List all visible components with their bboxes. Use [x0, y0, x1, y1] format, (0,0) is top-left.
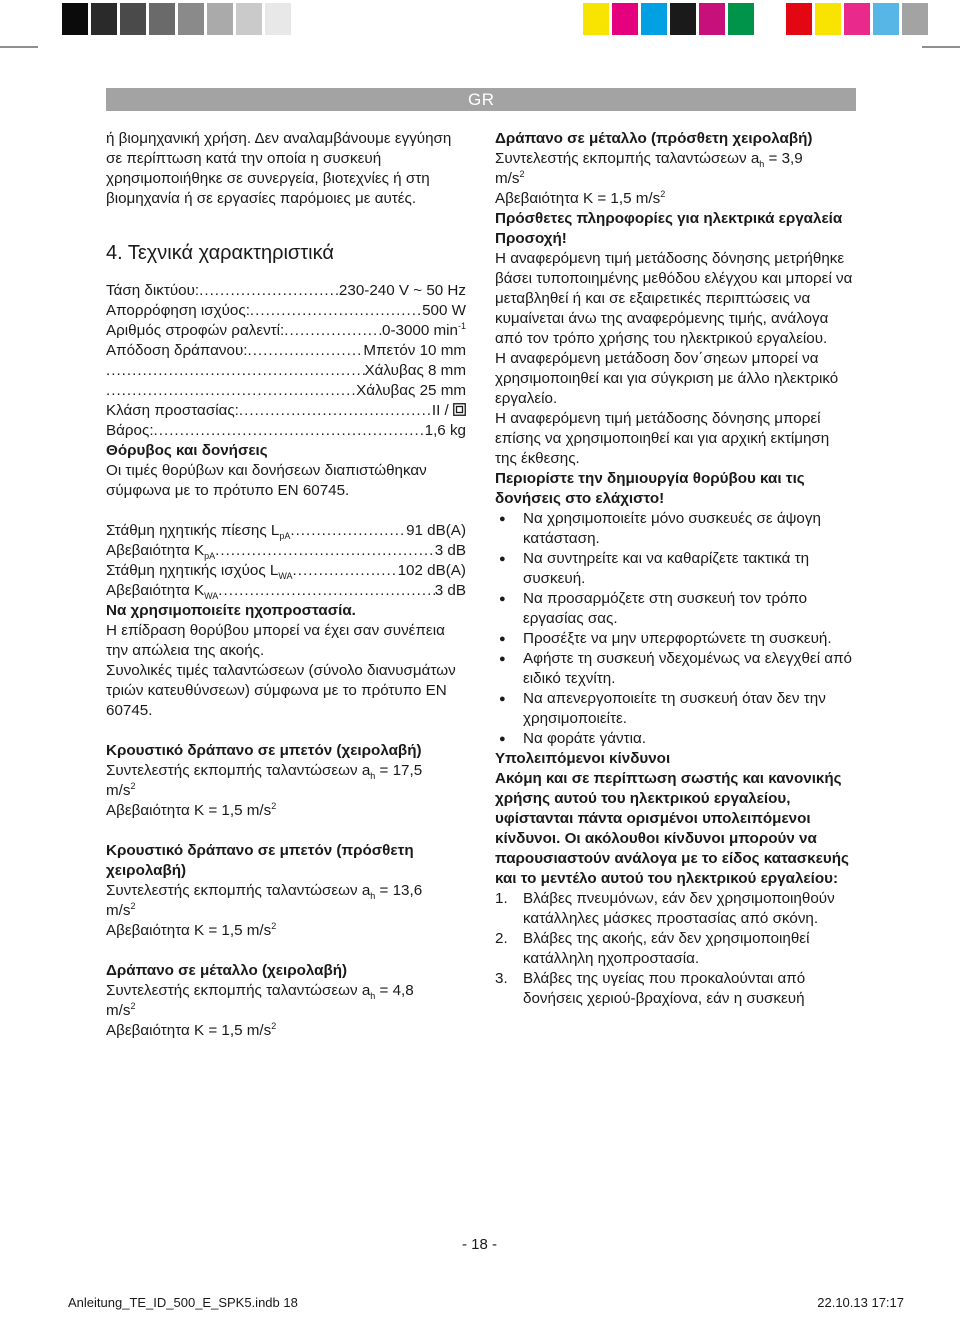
noise-power: Στάθμη ηχητικής ισχύος $L_{WA}$ ..... 102 dB(A) — [106, 561, 466, 581]
left-column — [106, 129, 466, 1041]
residual-risks-text: Ακόμη και σε περίπτωση σωστής και κανονικής χρήσης αυτού του ηλεκτρικού εργαλείου, υφίστανται πάντα ορισμένοι υπολειπόμενοι κίνδυνοι. Οι ακόλουθοι κίνδυνοι μπορούν να παρουσιαστούν ανάλογα με το είδος κατασκευής και το μεντέλο αυτού του ηλεκτρικού εργαλείου: — [495, 770, 849, 887]
vibration-block-heading: Κρουστικό δράπανο σε μπετόν (πρόσθετη χειρολαβή) — [106, 842, 414, 879]
residual-risks-list — [495, 889, 855, 1009]
residual-risks-heading: Υπολειπόμενοι κίνδυνοι — [495, 750, 671, 767]
vibration-block-heading: Κρουστικό δράπανο σε μπετόν (χειρολαβή) — [106, 742, 422, 759]
ear-protection-text: Η επίδραση θορύβου μπορεί να έχει σαν συνέπεια την απώλεια της ακοής. — [106, 622, 445, 659]
spec-list — [106, 281, 466, 441]
list-item: ● Να συντηρείτε και να καθαρίζετε τακτικά τη συσκευή. — [495, 549, 855, 589]
spec-capacity-steel-8: ..... Χάλυβας 8 mm — [106, 361, 466, 381]
list-item: 3. Βλάβες της υγείας που προκαλούνται από δονήσεις χεριού-βραχίονα, εάν η συσκευή — [495, 970, 806, 1007]
extra-info-heading: Πρόσθετες πληροφορίες για ηλεκτρικά εργαλεία — [495, 210, 843, 227]
limit-noise-heading: Περιορίστε την δημιουργία θορύβου και τις δονήσεις στο ελάχιστο! — [495, 470, 805, 507]
spec-capacity-concrete: Απόδοση δράπανου: ..... Μπετόν 10 mm — [106, 341, 466, 361]
spec-capacity-steel-25: ..... Χάλυβας 25 mm — [106, 381, 466, 401]
crop-marks — [0, 0, 960, 90]
spec-weight: Βάρος: ..... 1,6 kg — [106, 421, 466, 441]
spec-speed: Αριθμός στροφών ραλεντί: ..... 0-3000 $\min^{-1}$ — [106, 321, 466, 341]
vibration-uncertainty: Αβεβαιότητα K = 1,5 $m/s^2$ — [106, 1020, 277, 1039]
noise-list — [106, 521, 466, 601]
noise-power-uncertainty: Αβεβαιότητα $K_{WA}$ ..... 3 dB — [106, 581, 466, 601]
vibration-block-3 — [106, 961, 466, 1041]
vibration-uncertainty: Αβεβαιότητα K = 1,5 $m/s^2$ — [106, 920, 277, 939]
vibration-block-heading: Δράπανο σε μέταλλο (χειρολαβή) — [106, 962, 348, 979]
footer-filename: Anleitung_TE_ID_500_E_SPK5.indb 18 — [68, 1295, 298, 1310]
noise-heading: Θόρυβος και δονήσεις — [106, 442, 268, 459]
vibration-block-1 — [106, 741, 466, 821]
list-item: ● Προσέξτε να μην υπερφορτώνετε τη συσκευή. — [495, 629, 855, 649]
list-item: ● Να φοράτε γάντια. — [495, 729, 855, 749]
vibration-emission: Συντελεστής εκπομπής ταλαντώσεων $a_h = 17,5$ $m/s^2$ — [106, 762, 423, 799]
language-header — [106, 88, 856, 111]
list-item: ● Αφήστε τη συσκευή νδεχομένως να ελεγχθεί από ειδικό τεχνίτη. — [495, 649, 855, 689]
spec-protection-class: Κλάση προστασίας: ..... II / — [106, 401, 466, 421]
language-label: GR — [468, 90, 495, 109]
attention-paragraph-3: Η αναφερόμενη τιμή μετάδοσης δόνησης μπορεί επίσης να χρησιμοποιηθεί και για αρχική εκτίμηση της έκθεσης. — [495, 410, 830, 467]
attention-paragraph-1: Η αναφερόμενη τιμή μετάδοσης δόνησης μετρήθηκε βάσει τυποποιημένης μεθόδου ελέγχου και μπορεί να μεταβληθεί ή και σε εξαιρετικές περιπτώσεις να κυμαίνεται άνω της αναφερόμενης τιμής, ανάλογα από τον τρόπο χρήσης του ηλεκτρικού εργαλείου. — [495, 250, 853, 347]
vibration-uncertainty: Αβεβαιότητα K = 1,5 $m/s^2$ — [106, 800, 277, 819]
spec-voltage: Τάση δικτύου: ..... 230-240 V ~ 50 Hz — [106, 281, 466, 301]
vibration-block-heading: Δράπανο σε μέταλλο (πρόσθετη χειρολαβή) — [495, 130, 813, 147]
vibration-block-2 — [106, 841, 466, 941]
limit-noise-list — [495, 509, 855, 749]
list-item: ● Να χρησιμοποιείτε μόνο συσκευές σε άψογη κατάσταση. — [495, 509, 855, 549]
list-item: 1. Βλάβες πνευμόνων, εάν δεν χρησιμοποιηθούν κατάλληλες μάσκες προστασίας από σκόνη. — [495, 890, 835, 927]
tech-specs-heading: 4. Τεχνικά χαρακτηριστικά — [106, 242, 334, 264]
noise-pressure-uncertainty: Αβεβαιότητα $K_{pA}$ ..... 3 dB — [106, 541, 466, 561]
attention-label: Προσοχή! — [495, 230, 567, 247]
spec-power: Απορρόφηση ισχύος: ..... 500 W — [106, 301, 466, 321]
vibration-emission: Συντελεστής εκπομπής ταλαντώσεων $a_h = 4,8$ $m/s^2$ — [106, 982, 414, 1019]
vibration-emission: Συντελεστής εκπομπής ταλαντώσεων $a_h = 13,6$ $m/s^2$ — [106, 882, 423, 919]
double-insulation-icon — [453, 403, 466, 416]
vibration-emission: Συντελεστής εκπομπής ταλαντώσεων $a_h = 3,9$ $m/s^2$ — [495, 150, 803, 187]
list-item: ● Να απενεργοποιείτε τη συσκευή όταν δεν την χρησιμοποιείτε. — [495, 689, 855, 729]
attention-paragraph-2: Η αναφερόμενη μετάδοση δον΄σηεων μπορεί να χρησιμοποιηθεί και για σύγκριση με άλλο ηλεκτρικό εργαλείο. — [495, 350, 839, 407]
list-item: ● Να προσαρμόζετε στη συσκευή τον τρόπο εργασίας σας. — [495, 589, 855, 629]
list-item: 2. Βλάβες της ακοής, εάν δεν χρησιμοποιηθεί κατάλληλη ηχοπροστασία. — [495, 930, 810, 967]
noise-text: Οι τιμές θορύβων και δονήσεων διαπιστώθηκαν σύμφωνα με το πρότυπο EN 60745. — [106, 462, 427, 499]
vibration-uncertainty: Αβεβαιότητα K = 1,5 $m/s^2$ — [495, 188, 666, 207]
footer-date: 22.10.13 17:17 — [817, 1295, 904, 1310]
vibration-text: Συνολικές τιμές ταλαντώσεων (σύνολο διανυσμάτων τριών κατευθύνσεων) σύμφωνα με το πρότυπο EN 60745. — [106, 662, 456, 719]
noise-pressure: Στάθμη ηχητικής πίεσης $L_{pA}$ ..... 91 dB(A) — [106, 521, 466, 541]
page-number: - 18 - — [462, 1236, 498, 1253]
right-column — [495, 129, 855, 1009]
intro-paragraph: ή βιομηχανική χρήση. Δεν αναλαμβάνουμε εγγύηση σε περίπτωση κατά την οποία η συσκευή χρησιμοποιήθηκε σε συνεργεία, βιοτεχνίες ή στη βιομηχανία ή σε εργασίες παρόμοιες με αυτές. — [106, 130, 452, 207]
vibration-block-4 — [495, 129, 855, 209]
ear-protection-heading: Να χρησιμοποιείτε ηχοπροστασία. — [106, 602, 356, 619]
